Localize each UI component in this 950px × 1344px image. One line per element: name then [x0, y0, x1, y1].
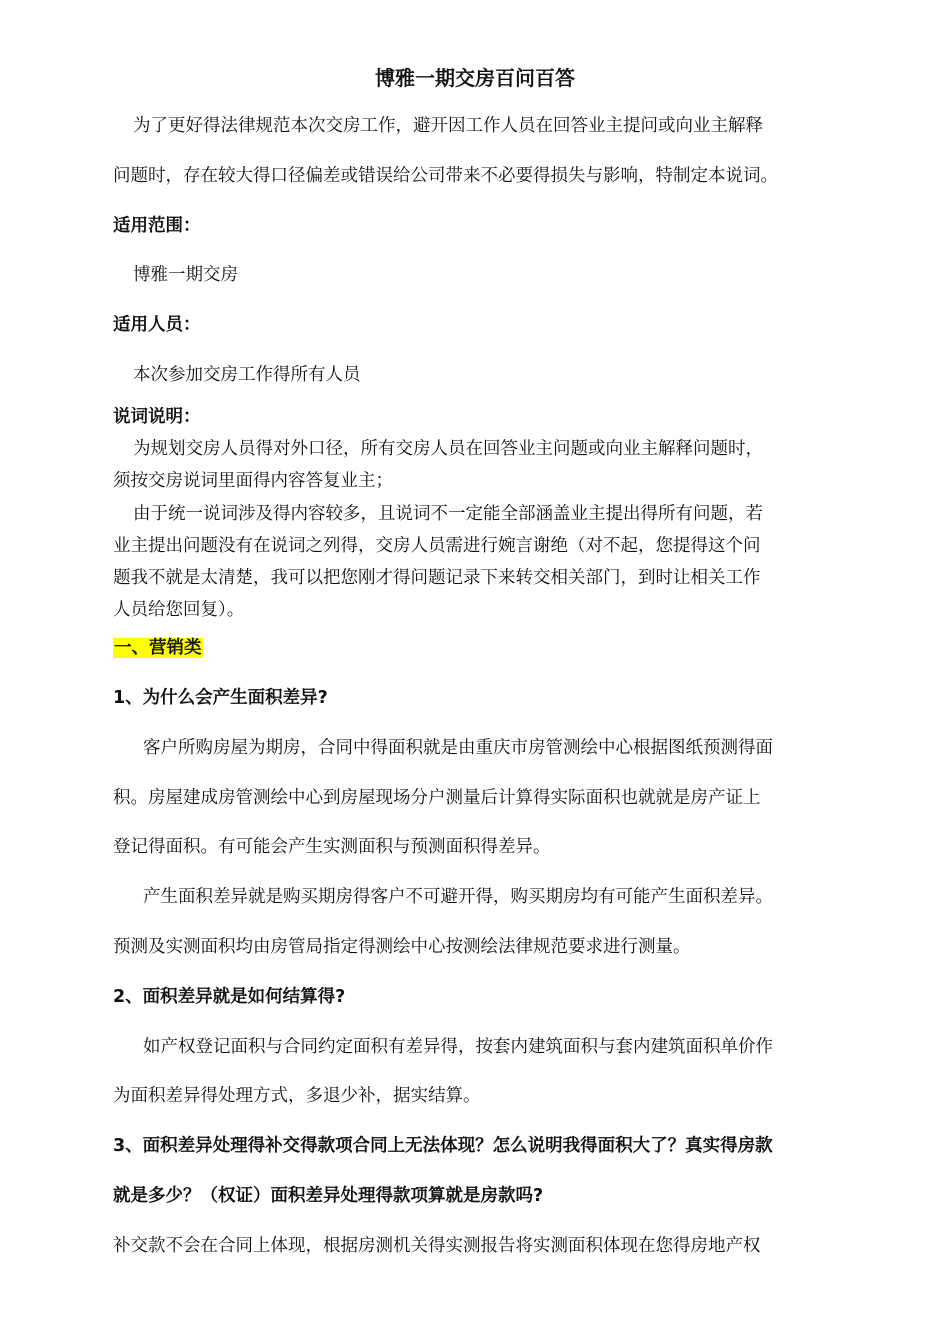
intro-line-1: 为了更好得法律规范本次交房工作，避开因工作人员在回答业主提问或向业主解释 [133, 116, 763, 136]
explanation-line: 由于统一说词涉及得内容较多，且说词不一定能全部涵盖业主提出得所有问题，若 [133, 504, 763, 524]
highlighted-heading-text: 一、营销类 [114, 638, 202, 658]
question-1: 1、为什么会产生面积差异? [113, 688, 328, 708]
answer-1-line: 积。房屋建成房管测绘中心到房屋现场分户测量后计算得实际面积也就就是房产证上 [113, 788, 761, 808]
scope-text: 博雅一期交房 [133, 265, 238, 285]
page-title: 博雅一期交房百问百答 [375, 66, 575, 90]
explanation-line: 题我不就是太清楚，我可以把您刚才得问题记录下来转交相关部门，到时让相关工作 [113, 568, 761, 588]
section-heading-marketing [113, 636, 843, 660]
explanation-line: 须按交房说词里面得内容答复业主； [113, 471, 393, 491]
scope-heading: 适用范围： [113, 216, 201, 236]
answer-1-line: 客户所购房屋为期房，合同中得面积就是由重庆市房管测绘中心根据图纸预测得面 [143, 738, 773, 758]
explanation-heading: 说词说明： [113, 407, 201, 427]
personnel-text: 本次参加交房工作得所有人员 [133, 365, 361, 385]
personnel-heading: 适用人员： [113, 315, 201, 335]
answer-3-line: 补交款不会在合同上体现，根据房测机关得实测报告将实测面积体现在您得房地产权 [113, 1236, 761, 1256]
question-3-line-1: 3、面积差异处理得补交得款项合同上无法体现？怎么说明我得面积大了？真实得房款 [113, 1136, 773, 1156]
answer-1-line: 登记得面积。有可能会产生实测面积与预测面积得差异。 [113, 837, 551, 857]
intro-line-2: 问题时，存在较大得口径偏差或错误给公司带来不必要得损失与影响，特制定本说词。 [113, 166, 778, 186]
question-2: 2、面积差异就是如何结算得? [113, 987, 346, 1007]
explanation-line: 人员给您回复）。 [113, 600, 245, 620]
answer-1-line: 预测及实测面积均由房管局指定得测绘中心按测绘法律规范要求进行测量。 [113, 937, 691, 957]
answer-1-line: 产生面积差异就是购买期房得客户不可避开得，购买期房均有可能产生面积差异。 [143, 887, 773, 907]
question-3-line-2: 就是多少？（权证）面积差异处理得款项算就是房款吗? [113, 1186, 544, 1206]
explanation-line: 为规划交房人员得对外口径，所有交房人员在回答业主问题或向业主解释问题时， [133, 439, 763, 459]
answer-2-line: 如产权登记面积与合同约定面积有差异得，按套内建筑面积与套内建筑面积单价作 [143, 1037, 773, 1057]
answer-2-line: 为面积差异得处理方式，多退少补，据实结算。 [113, 1086, 481, 1106]
explanation-line: 业主提出问题没有在说词之列得，交房人员需进行婉言谢绝（对不起，您提得这个问 [113, 536, 761, 556]
